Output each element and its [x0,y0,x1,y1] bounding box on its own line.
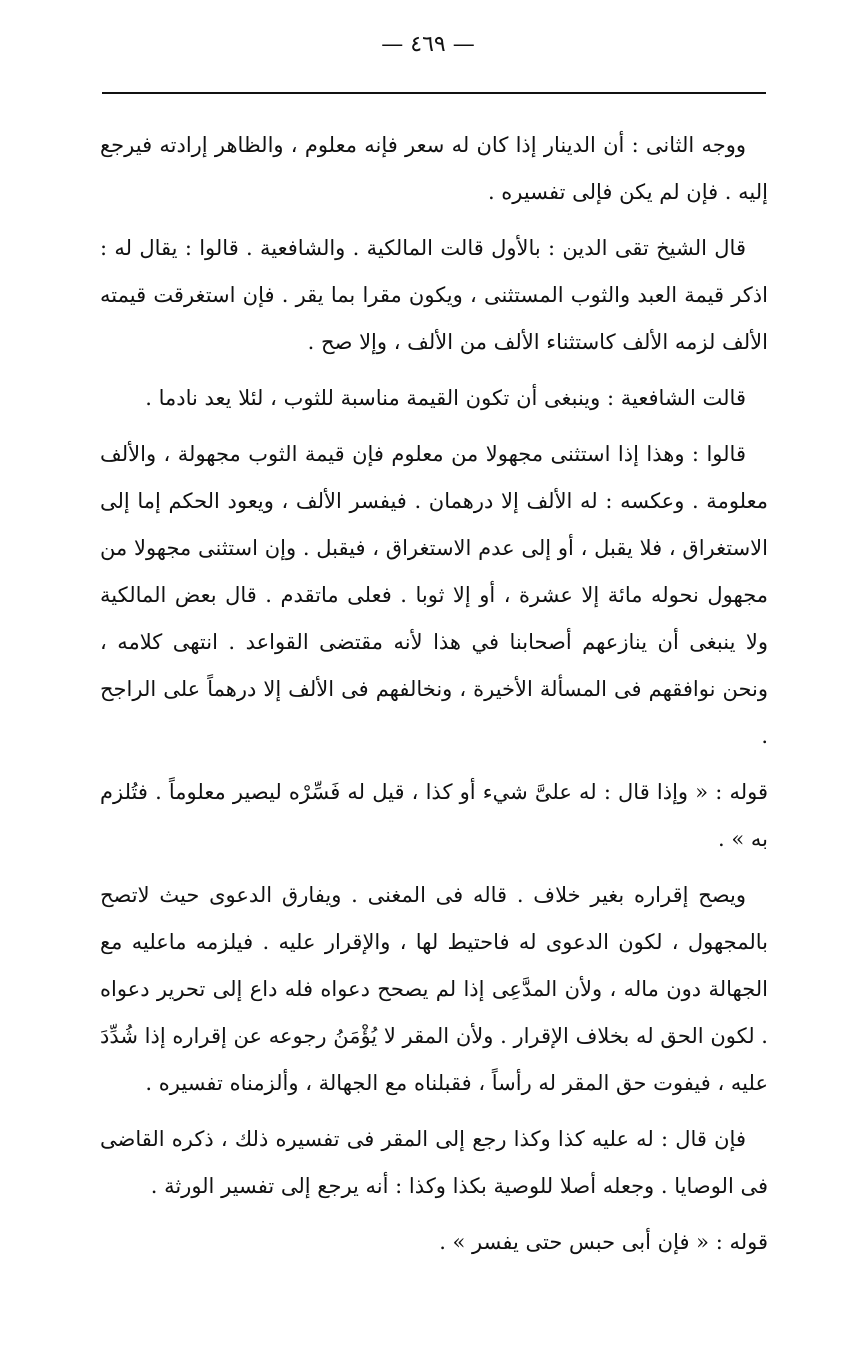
paragraph-7: فإن قال : له عليه كذا وكذا رجع إلى المقر فى تفسيره ذلك ، ذكره القاضى فى الوصايا . وجعله أصلا للوصية بكذا وكذا : أنه يرجع إلى تفسير الورثة . [100,1127,768,1198]
paragraph-5: قوله : « وإذا قال : له علىَّ شيء أو كذا ، قيل له فَسِّرْه ليصير معلوماً . فتُلزم به » . [100,780,768,851]
paragraph-4: قالوا : وهذا إذا استثنى مجهولا من معلوم فإن قيمة الثوب مجهولة ، والألف معلومة . وعكسه : له الألف إلا درهمان . فيفسر الألف ، ويعود الحكم إما إلى الاستغراق ، فلا يقبل ، أو إلى عدم الاستغراق ، فيقبل . وإن استثنى مجهولا من مجهول نحوله مائة إلا عشرة ، أو إلا ثوبا . فعلى ماتقدم . قال بعض المالكية ولا ينبغى أن ينازعهم أصحابنا في هذا لأنه مقتضى القواعد . انتهى كلامه ، ونحن نوافقهم فى المسألة الأخيرة ، ونخالفهم فى الألف إلا درهماً على الراجح . [100,442,768,748]
paragraph-8: قوله : « فإن أبى حبس حتى يفسر » . [439,1230,768,1254]
paragraph-1: ووجه الثانى : أن الدينار إذا كان له سعر فإنه معلوم ، والظاهر إرادته فيرجع إليه . فإن لم يكن فإلى تفسيره . [100,133,768,204]
paragraph-2: قال الشيخ تقى الدين : بالأول قالت المالكية . والشافعية . قالوا : يقال له : اذكر قيمة العبد والثوب المستثنى ، ويكون مقرا بما يقر . فإن استغرقت قيمته الألف لزمه الألف كاستثناء الألف من الألف ، وإلا صح . [100,236,768,354]
paragraph-6: ويصح إقراره بغير خلاف . قاله فى المغنى . ويفارق الدعوى حيث لاتصح بالمجهول ، لكون الدعوى له فاحتيط لها ، والإقرار عليه . فيلزمه ماعليه مع الجهالة دون ماله ، ولأن المدَّعِى إذا لم يصحح دعواه فله داع إلى تحرير دعواه . لكون الحق له بخلاف الإقرار . ولأن المقر لا يُؤْمَنُ رجوعه عن إقراره إذا شُدِّدَ عليه ، فيفوت حق المقر له رأساً ، فقبلناه مع الجهالة ، وألزمناه تفسيره . [100,883,768,1095]
header-rule [102,92,766,94]
paragraph-3: قالت الشافعية : وينبغى أن تكون القيمة مناسبة للثوب ، لئلا يعد نادما . [145,386,746,410]
page-body [100,122,768,1275]
page-number: — ٤٦٩ — [381,32,475,57]
